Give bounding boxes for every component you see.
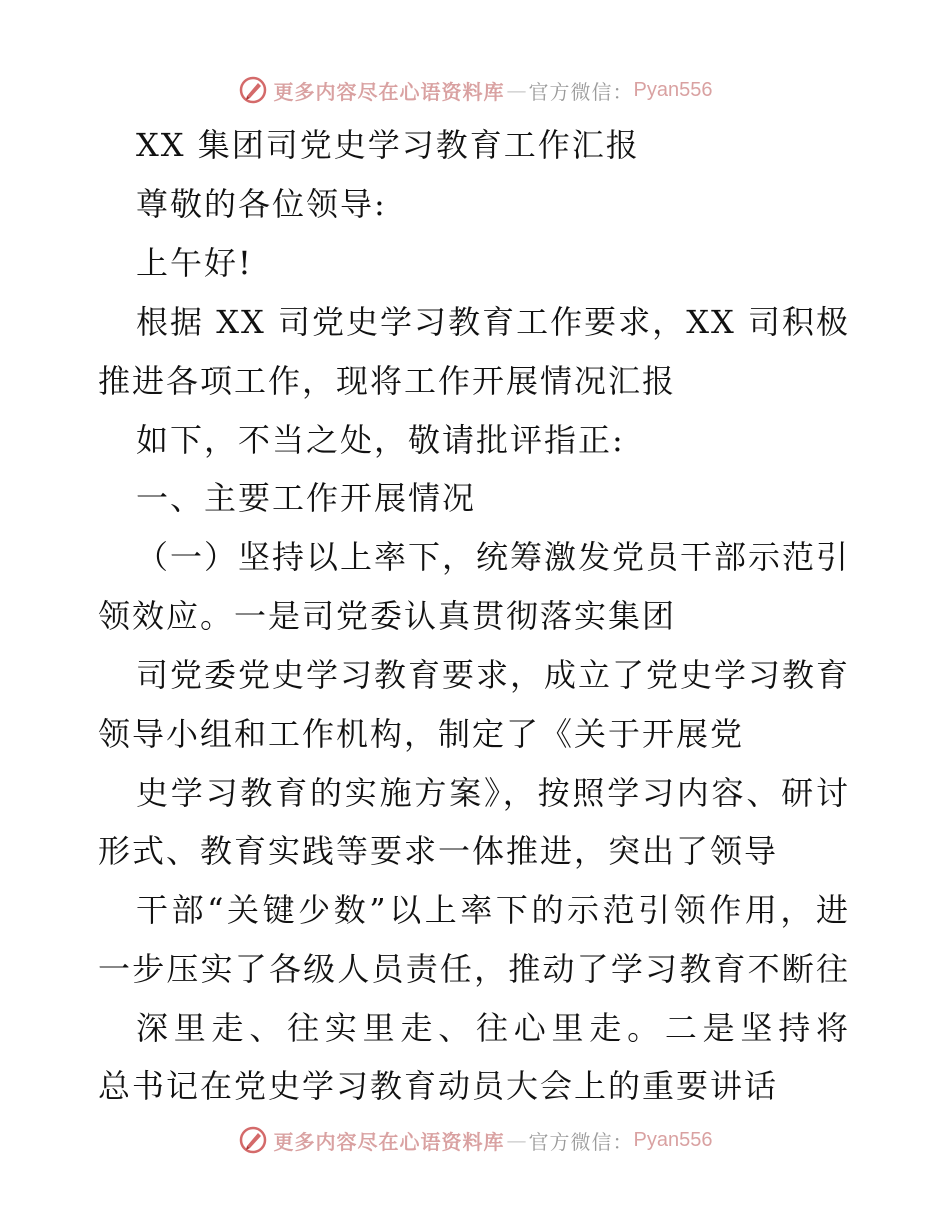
document-title: XX 集团司党史学习教育工作汇报 [136, 126, 640, 164]
pen-logo-icon [238, 1125, 268, 1155]
watermark-separator: — [506, 78, 527, 102]
paragraph-line: 深里走、往实里走、往心里走。二是坚持将 [136, 1009, 850, 1047]
watermark-wechat-id: Pyan556 [633, 1128, 713, 1151]
paragraph-line: 干部“关键少数”以上率下的示范引领作用，进 [136, 891, 850, 929]
paragraph-line: 领导小组和工作机构，制定了《关于开展党 [98, 715, 745, 753]
paragraph-line: 如下，不当之处，敬请批评指正: [136, 421, 625, 459]
salutation: 尊敬的各位领导: [136, 185, 387, 223]
paragraph-line: （一）坚持以上率下，统筹激发党员干部示范引 [136, 538, 850, 576]
greeting: 上午好! [136, 244, 253, 282]
paragraph-line: 领效应。一是司党委认真贯彻落实集团 [98, 597, 677, 635]
paragraph-line: 推进各项工作，现将工作开展情况汇报 [98, 362, 677, 400]
section-heading: 一、主要工作开展情况 [136, 479, 477, 517]
paragraph-line: 根据 XX 司党史学习教育工作要求，XX 司积极 [136, 303, 850, 341]
footer-watermark [0, 1120, 950, 1160]
paragraph-line: 司党委党史学习教育要求，成立了党史学习教育 [136, 656, 850, 694]
paragraph-line: 一步压实了各级人员责任，推动了学习教育不断往 [98, 950, 850, 988]
paragraph-line: 总书记在党史学习教育动员大会上的重要讲话 [98, 1067, 779, 1105]
watermark-separator: — [506, 1128, 527, 1152]
watermark-sub-text: 官方微信： [528, 79, 634, 104]
paragraph-line: 形式、教育实践等要求一体推进，突出了领导 [98, 832, 779, 870]
watermark-sub-text: 官方微信： [528, 1129, 634, 1154]
watermark-wechat-id: Pyan556 [633, 78, 713, 101]
watermark-main-text: 更多内容尽在心语资料库 [273, 1129, 505, 1154]
header-watermark [0, 70, 950, 110]
watermark-main-text: 更多内容尽在心语资料库 [273, 79, 505, 104]
paragraph-line: 史学习教育的实施方案》，按照学习内容、研讨 [136, 774, 850, 812]
pen-logo-icon [238, 75, 268, 105]
